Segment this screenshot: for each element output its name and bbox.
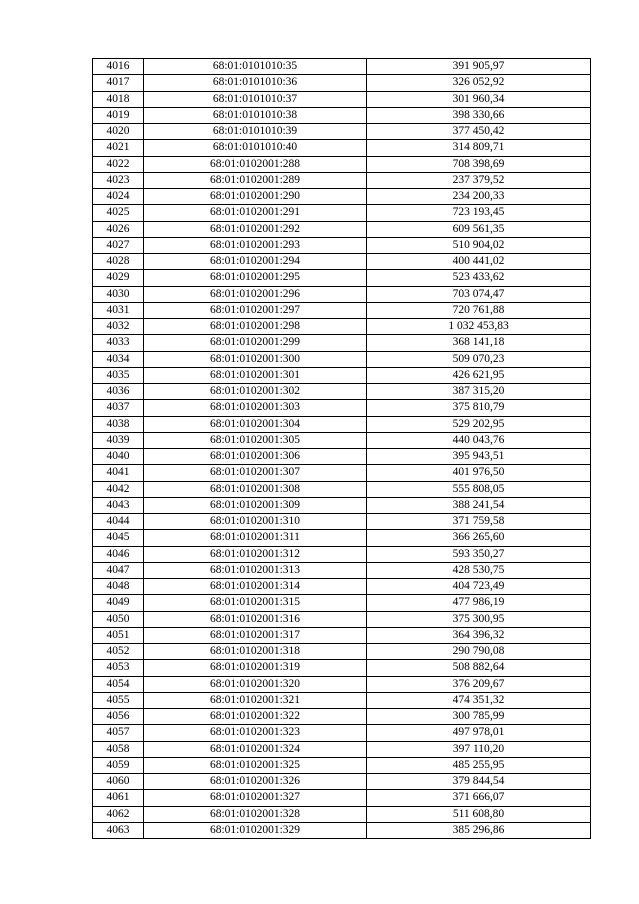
cadastral-number-cell: 68:01:0101010:38 bbox=[144, 107, 367, 123]
value-cell: 609 561,35 bbox=[367, 221, 591, 237]
cadastral-number-cell: 68:01:0102001:294 bbox=[144, 254, 367, 270]
cadastral-number-cell: 68:01:0102001:328 bbox=[144, 806, 367, 822]
cadastral-number-cell: 68:01:0102001:298 bbox=[144, 319, 367, 335]
table-row bbox=[93, 449, 591, 465]
row-number-cell: 4022 bbox=[93, 156, 144, 172]
table-row bbox=[93, 497, 591, 513]
table-row bbox=[93, 644, 591, 660]
table-row bbox=[93, 351, 591, 367]
table-row bbox=[93, 774, 591, 790]
cadastral-number-cell: 68:01:0102001:321 bbox=[144, 692, 367, 708]
row-number-cell: 4016 bbox=[93, 59, 144, 75]
row-number-cell: 4063 bbox=[93, 822, 144, 838]
cadastral-number-cell: 68:01:0102001:329 bbox=[144, 822, 367, 838]
row-number-cell: 4049 bbox=[93, 595, 144, 611]
row-number-cell: 4050 bbox=[93, 611, 144, 627]
cadastral-number-cell: 68:01:0102001:317 bbox=[144, 627, 367, 643]
cadastral-number-cell: 68:01:0102001:310 bbox=[144, 514, 367, 530]
value-cell: 400 441,02 bbox=[367, 254, 591, 270]
value-cell: 401 976,50 bbox=[367, 465, 591, 481]
row-number-cell: 4061 bbox=[93, 790, 144, 806]
table-row bbox=[93, 660, 591, 676]
table-row bbox=[93, 270, 591, 286]
value-cell: 1 032 453,83 bbox=[367, 319, 591, 335]
table-row bbox=[93, 514, 591, 530]
cadastral-number-cell: 68:01:0102001:322 bbox=[144, 709, 367, 725]
table-row bbox=[93, 254, 591, 270]
row-number-cell: 4023 bbox=[93, 172, 144, 188]
table-row bbox=[93, 319, 591, 335]
value-cell: 440 043,76 bbox=[367, 432, 591, 448]
table-row bbox=[93, 91, 591, 107]
row-number-cell: 4060 bbox=[93, 774, 144, 790]
row-number-cell: 4056 bbox=[93, 709, 144, 725]
table-row bbox=[93, 189, 591, 205]
table-row bbox=[93, 530, 591, 546]
row-number-cell: 4059 bbox=[93, 757, 144, 773]
value-cell: 511 608,80 bbox=[367, 806, 591, 822]
value-cell: 510 904,02 bbox=[367, 237, 591, 253]
table-row bbox=[93, 806, 591, 822]
cadastral-number-cell: 68:01:0102001:304 bbox=[144, 416, 367, 432]
row-number-cell: 4027 bbox=[93, 237, 144, 253]
cadastral-number-cell: 68:01:0102001:320 bbox=[144, 676, 367, 692]
table-row bbox=[93, 335, 591, 351]
row-number-cell: 4058 bbox=[93, 741, 144, 757]
table-row bbox=[93, 59, 591, 75]
cadastral-number-cell: 68:01:0102001:323 bbox=[144, 725, 367, 741]
value-cell: 375 810,79 bbox=[367, 400, 591, 416]
cadastral-number-cell: 68:01:0102001:300 bbox=[144, 351, 367, 367]
table-row bbox=[93, 75, 591, 91]
cadastral-number-cell: 68:01:0102001:291 bbox=[144, 205, 367, 221]
value-cell: 395 943,51 bbox=[367, 449, 591, 465]
table-body bbox=[93, 59, 591, 839]
table-row bbox=[93, 221, 591, 237]
value-cell: 529 202,95 bbox=[367, 416, 591, 432]
cadastral-number-cell: 68:01:0102001:289 bbox=[144, 172, 367, 188]
row-number-cell: 4026 bbox=[93, 221, 144, 237]
cadastral-value-table bbox=[92, 58, 591, 839]
cadastral-number-cell: 68:01:0102001:302 bbox=[144, 384, 367, 400]
row-number-cell: 4044 bbox=[93, 514, 144, 530]
table-row bbox=[93, 140, 591, 156]
table-row bbox=[93, 481, 591, 497]
row-number-cell: 4031 bbox=[93, 302, 144, 318]
table-row bbox=[93, 156, 591, 172]
table-row bbox=[93, 465, 591, 481]
row-number-cell: 4045 bbox=[93, 530, 144, 546]
value-cell: 708 398,69 bbox=[367, 156, 591, 172]
value-cell: 508 882,64 bbox=[367, 660, 591, 676]
cadastral-number-cell: 68:01:0102001:314 bbox=[144, 579, 367, 595]
value-cell: 368 141,18 bbox=[367, 335, 591, 351]
cadastral-number-cell: 68:01:0102001:326 bbox=[144, 774, 367, 790]
table-row bbox=[93, 595, 591, 611]
value-cell: 364 396,32 bbox=[367, 627, 591, 643]
table-row bbox=[93, 237, 591, 253]
row-number-cell: 4018 bbox=[93, 91, 144, 107]
cadastral-number-cell: 68:01:0102001:318 bbox=[144, 644, 367, 660]
value-cell: 404 723,49 bbox=[367, 579, 591, 595]
value-cell: 593 350,27 bbox=[367, 546, 591, 562]
row-number-cell: 4029 bbox=[93, 270, 144, 286]
table-row bbox=[93, 416, 591, 432]
table-row bbox=[93, 302, 591, 318]
cadastral-number-cell: 68:01:0102001:309 bbox=[144, 497, 367, 513]
value-cell: 391 905,97 bbox=[367, 59, 591, 75]
value-cell: 371 759,58 bbox=[367, 514, 591, 530]
row-number-cell: 4033 bbox=[93, 335, 144, 351]
cadastral-number-cell: 68:01:0102001:295 bbox=[144, 270, 367, 286]
value-cell: 385 296,86 bbox=[367, 822, 591, 838]
value-cell: 485 255,95 bbox=[367, 757, 591, 773]
cadastral-number-cell: 68:01:0102001:292 bbox=[144, 221, 367, 237]
value-cell: 477 986,19 bbox=[367, 595, 591, 611]
row-number-cell: 4038 bbox=[93, 416, 144, 432]
cadastral-number-cell: 68:01:0102001:311 bbox=[144, 530, 367, 546]
value-cell: 720 761,88 bbox=[367, 302, 591, 318]
cadastral-number-cell: 68:01:0102001:303 bbox=[144, 400, 367, 416]
cadastral-number-cell: 68:01:0102001:293 bbox=[144, 237, 367, 253]
value-cell: 326 052,92 bbox=[367, 75, 591, 91]
table-row bbox=[93, 676, 591, 692]
table-row bbox=[93, 709, 591, 725]
row-number-cell: 4034 bbox=[93, 351, 144, 367]
row-number-cell: 4021 bbox=[93, 140, 144, 156]
row-number-cell: 4035 bbox=[93, 367, 144, 383]
table-row bbox=[93, 627, 591, 643]
row-number-cell: 4019 bbox=[93, 107, 144, 123]
table-row bbox=[93, 741, 591, 757]
table-row bbox=[93, 205, 591, 221]
value-cell: 387 315,20 bbox=[367, 384, 591, 400]
row-number-cell: 4028 bbox=[93, 254, 144, 270]
table-row bbox=[93, 286, 591, 302]
cadastral-number-cell: 68:01:0102001:315 bbox=[144, 595, 367, 611]
table-row bbox=[93, 579, 591, 595]
row-number-cell: 4052 bbox=[93, 644, 144, 660]
table-row bbox=[93, 367, 591, 383]
row-number-cell: 4024 bbox=[93, 189, 144, 205]
value-cell: 377 450,42 bbox=[367, 124, 591, 140]
table-row bbox=[93, 400, 591, 416]
table-row bbox=[93, 822, 591, 838]
value-cell: 314 809,71 bbox=[367, 140, 591, 156]
row-number-cell: 4040 bbox=[93, 449, 144, 465]
row-number-cell: 4017 bbox=[93, 75, 144, 91]
value-cell: 509 070,23 bbox=[367, 351, 591, 367]
cadastral-number-cell: 68:01:0102001:324 bbox=[144, 741, 367, 757]
cadastral-number-cell: 68:01:0101010:39 bbox=[144, 124, 367, 140]
cadastral-number-cell: 68:01:0102001:297 bbox=[144, 302, 367, 318]
row-number-cell: 4042 bbox=[93, 481, 144, 497]
value-cell: 474 351,32 bbox=[367, 692, 591, 708]
row-number-cell: 4030 bbox=[93, 286, 144, 302]
value-cell: 290 790,08 bbox=[367, 644, 591, 660]
cadastral-number-cell: 68:01:0101010:35 bbox=[144, 59, 367, 75]
value-cell: 301 960,34 bbox=[367, 91, 591, 107]
value-cell: 234 200,33 bbox=[367, 189, 591, 205]
cadastral-number-cell: 68:01:0102001:316 bbox=[144, 611, 367, 627]
row-number-cell: 4039 bbox=[93, 432, 144, 448]
cadastral-number-cell: 68:01:0102001:308 bbox=[144, 481, 367, 497]
value-cell: 366 265,60 bbox=[367, 530, 591, 546]
value-cell: 497 978,01 bbox=[367, 725, 591, 741]
cadastral-number-cell: 68:01:0102001:325 bbox=[144, 757, 367, 773]
value-cell: 388 241,54 bbox=[367, 497, 591, 513]
row-number-cell: 4020 bbox=[93, 124, 144, 140]
row-number-cell: 4043 bbox=[93, 497, 144, 513]
cadastral-number-cell: 68:01:0101010:36 bbox=[144, 75, 367, 91]
cadastral-number-cell: 68:01:0102001:296 bbox=[144, 286, 367, 302]
row-number-cell: 4053 bbox=[93, 660, 144, 676]
table-row bbox=[93, 432, 591, 448]
row-number-cell: 4055 bbox=[93, 692, 144, 708]
table-row bbox=[93, 790, 591, 806]
value-cell: 523 433,62 bbox=[367, 270, 591, 286]
cadastral-number-cell: 68:01:0102001:301 bbox=[144, 367, 367, 383]
table-row bbox=[93, 107, 591, 123]
value-cell: 237 379,52 bbox=[367, 172, 591, 188]
table-row bbox=[93, 172, 591, 188]
cadastral-number-cell: 68:01:0102001:307 bbox=[144, 465, 367, 481]
cadastral-number-cell: 68:01:0102001:299 bbox=[144, 335, 367, 351]
value-cell: 555 808,05 bbox=[367, 481, 591, 497]
value-cell: 371 666,07 bbox=[367, 790, 591, 806]
value-cell: 379 844,54 bbox=[367, 774, 591, 790]
table-row bbox=[93, 692, 591, 708]
cadastral-number-cell: 68:01:0102001:327 bbox=[144, 790, 367, 806]
row-number-cell: 4062 bbox=[93, 806, 144, 822]
row-number-cell: 4037 bbox=[93, 400, 144, 416]
cadastral-number-cell: 68:01:0102001:305 bbox=[144, 432, 367, 448]
cadastral-number-cell: 68:01:0102001:313 bbox=[144, 562, 367, 578]
table-row bbox=[93, 562, 591, 578]
value-cell: 300 785,99 bbox=[367, 709, 591, 725]
table-row bbox=[93, 546, 591, 562]
row-number-cell: 4036 bbox=[93, 384, 144, 400]
row-number-cell: 4032 bbox=[93, 319, 144, 335]
row-number-cell: 4041 bbox=[93, 465, 144, 481]
cadastral-number-cell: 68:01:0102001:288 bbox=[144, 156, 367, 172]
table-row bbox=[93, 725, 591, 741]
cadastral-number-cell: 68:01:0101010:37 bbox=[144, 91, 367, 107]
row-number-cell: 4025 bbox=[93, 205, 144, 221]
value-cell: 398 330,66 bbox=[367, 107, 591, 123]
cadastral-number-cell: 68:01:0102001:312 bbox=[144, 546, 367, 562]
row-number-cell: 4051 bbox=[93, 627, 144, 643]
table-row bbox=[93, 384, 591, 400]
cadastral-number-cell: 68:01:0102001:306 bbox=[144, 449, 367, 465]
value-cell: 703 074,47 bbox=[367, 286, 591, 302]
cadastral-number-cell: 68:01:0101010:40 bbox=[144, 140, 367, 156]
row-number-cell: 4047 bbox=[93, 562, 144, 578]
table-row bbox=[93, 611, 591, 627]
value-cell: 375 300,95 bbox=[367, 611, 591, 627]
row-number-cell: 4046 bbox=[93, 546, 144, 562]
row-number-cell: 4048 bbox=[93, 579, 144, 595]
table-row bbox=[93, 757, 591, 773]
cadastral-number-cell: 68:01:0102001:290 bbox=[144, 189, 367, 205]
row-number-cell: 4054 bbox=[93, 676, 144, 692]
value-cell: 723 193,45 bbox=[367, 205, 591, 221]
value-cell: 376 209,67 bbox=[367, 676, 591, 692]
cadastral-number-cell: 68:01:0102001:319 bbox=[144, 660, 367, 676]
value-cell: 426 621,95 bbox=[367, 367, 591, 383]
value-cell: 397 110,20 bbox=[367, 741, 591, 757]
row-number-cell: 4057 bbox=[93, 725, 144, 741]
table-row bbox=[93, 124, 591, 140]
value-cell: 428 530,75 bbox=[367, 562, 591, 578]
